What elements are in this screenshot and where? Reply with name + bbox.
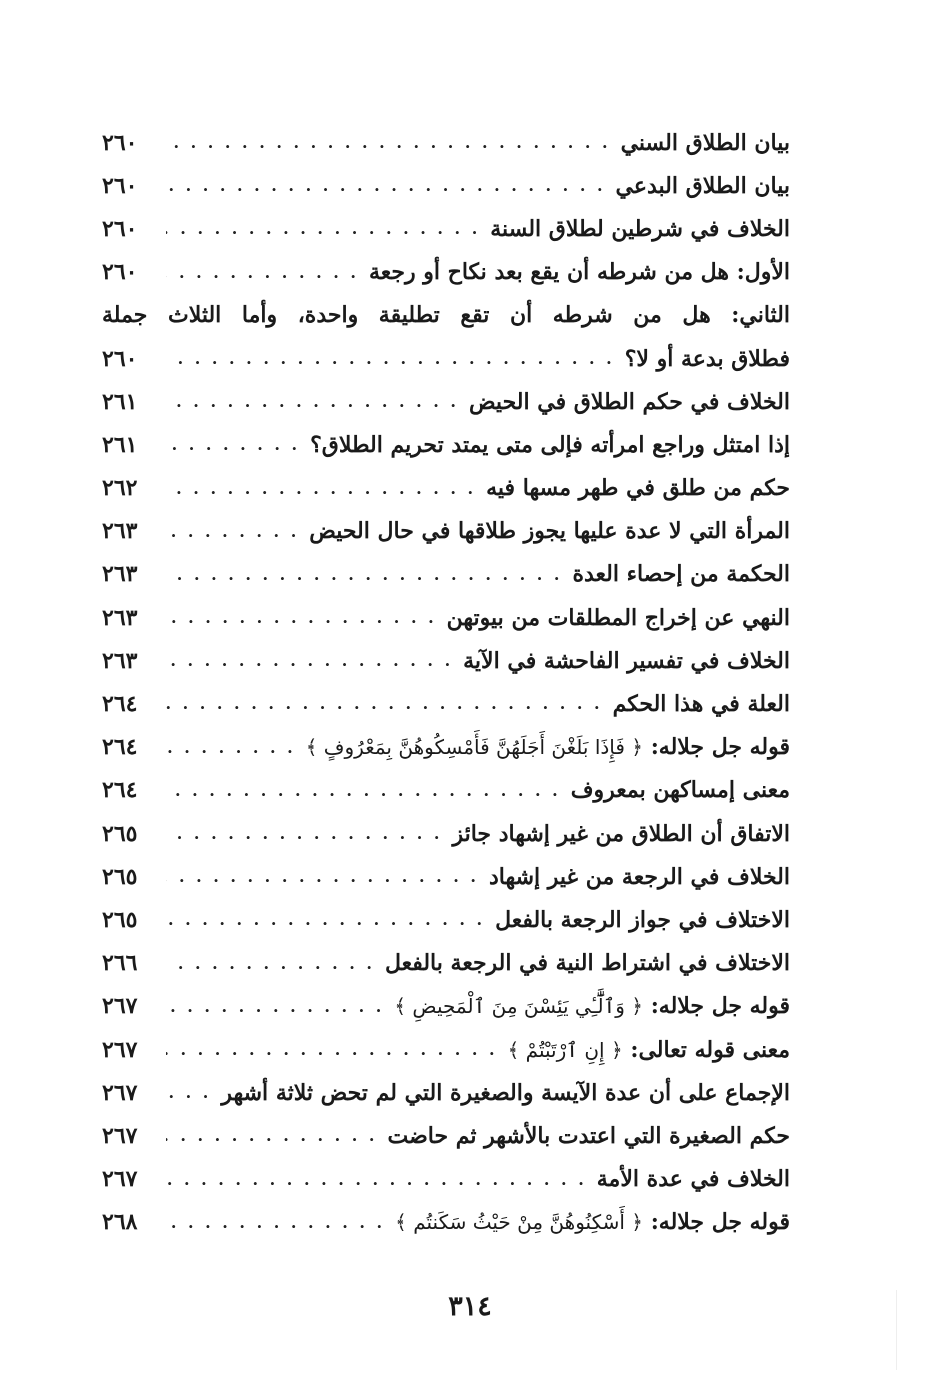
dot-leader (166, 855, 479, 898)
entry-label: قوله جل جلاله: (650, 734, 790, 761)
entry-title: حكم الصغيرة التي اعتدت بالأشهر ثم حاضت (387, 1122, 790, 1149)
entry-title (296, 734, 790, 760)
entry-page: ٢٦٧ (102, 1122, 138, 1149)
entry-label: قوله جل جلاله: (650, 1209, 790, 1236)
dot-leader (166, 769, 561, 812)
entry-title: الخلاف في شرطين لطلاق السنة (490, 215, 790, 242)
toc-entry (102, 121, 790, 164)
toc-entry (102, 467, 790, 510)
dot-leader (166, 510, 299, 553)
dot-leader (166, 121, 611, 164)
entry-title: فطلاق بدعة أو لا؟ (624, 345, 790, 372)
dot-leader (166, 985, 384, 1028)
entry-title (384, 993, 790, 1019)
entry-page: ٢٦٠ (102, 172, 138, 199)
entry-title: بيان الطلاق البدعي (615, 172, 790, 199)
entry-title: الخلاف في عدة الأمة (596, 1166, 790, 1193)
toc-entry (102, 207, 790, 250)
dot-leader (166, 596, 437, 639)
dot-leader (166, 1071, 211, 1114)
dot-leader (166, 380, 459, 423)
dot-leader (166, 467, 476, 510)
toc-entry (102, 855, 790, 898)
quran-verse: ﴿ فَإِذَا بَلَغْنَ أَجَلَهُنَّ فَأَمْسِكُوهُنَّ بِمَعْرُوفٍ ﴾ (305, 735, 644, 760)
entry-page: ٢٦٠ (102, 215, 138, 242)
dot-leader (166, 553, 562, 596)
dot-leader (166, 898, 485, 941)
entry-title: الثاني: هل من شرطه أن تقع تطليقة واحدة، وأما الثلاث جملة (102, 302, 790, 329)
entry-title: الاختلاف في جواز الرجعة بالفعل (495, 906, 790, 933)
toc-entry-continued (102, 294, 790, 337)
toc-entry (102, 898, 790, 941)
dot-leader (166, 942, 375, 985)
quran-verse: ﴿ إِنِ ٱرْتَبْتُمْ ﴾ (507, 1037, 623, 1062)
toc-entry (102, 510, 790, 553)
entry-label: قوله جل جلاله: (650, 993, 790, 1020)
entry-title: الاتفاق أن الطلاق من غير إشهاد جائز (452, 820, 790, 847)
toc-entry (102, 337, 790, 380)
dot-leader (166, 1201, 385, 1244)
dot-leader (166, 726, 296, 769)
entry-title: الخلاف في تفسير الفاحشة في الآية (463, 647, 790, 674)
quran-verse: ﴿ أَسْكِنُوهُنَّ مِنْ حَيْثُ سَكَنتُم ﴾ (395, 1210, 644, 1235)
margin-divider (896, 1290, 897, 1370)
entry-title: معنى إمساكهن بمعروف (570, 777, 790, 804)
entry-title: حكم من طلق في طهر مسها فيه (486, 475, 790, 502)
toc-entry (102, 985, 790, 1028)
dot-leader (166, 251, 359, 294)
toc-entry (102, 639, 790, 682)
entry-page: ٢٦٠ (102, 129, 138, 156)
entry-title (498, 1037, 790, 1063)
entry-page: ٢٦١ (102, 431, 138, 458)
dot-leader (166, 164, 606, 207)
dot-leader (166, 337, 615, 380)
entry-page: ٢٦٧ (102, 1166, 138, 1193)
dot-leader (166, 207, 480, 250)
entry-title: الأول: هل من شرطه أن يقع بعد نكاح أو رجعة (368, 259, 790, 286)
entry-page: ٢٦٣ (102, 561, 138, 588)
toc-entry (102, 682, 790, 725)
entry-page: ٢٦٣ (102, 518, 138, 545)
entry-page: ٢٦٥ (102, 863, 138, 890)
toc-entry (102, 596, 790, 639)
toc-entry (102, 1114, 790, 1157)
entry-page: ٢٦٥ (102, 906, 138, 933)
entry-label: معنى قوله تعالى: (630, 1036, 790, 1063)
toc-entry (102, 1158, 790, 1201)
dot-leader (166, 1028, 498, 1071)
quran-verse: ﴿ وَٱلَّٰٓـِٔي يَئِسْنَ مِنَ ٱلْمَحِيضِ ﴾ (394, 994, 644, 1019)
dot-leader (166, 1158, 587, 1201)
toc-entry (102, 251, 790, 294)
toc-entry (102, 164, 790, 207)
dot-leader (166, 423, 300, 466)
toc-entry (102, 423, 790, 466)
table-of-contents (102, 121, 790, 1244)
entry-title: بيان الطلاق السني (620, 129, 790, 156)
entry-page: ٢٦٤ (102, 691, 138, 718)
entry-page: ٢٦٢ (102, 475, 138, 502)
entry-title: إذا امتثل وراجع امرأته فإلى متى يمتد تحريم الطلاق؟ (310, 431, 790, 458)
entry-title: النهي عن إخراج المطلقات من بيوتهن (446, 604, 790, 631)
entry-page: ٢٦٠ (102, 259, 138, 286)
dot-leader (166, 682, 603, 725)
entry-page: ٢٦٧ (102, 1079, 138, 1106)
entry-page: ٢٦٤ (102, 777, 138, 804)
entry-page: ٢٦٣ (102, 647, 138, 674)
toc-entry (102, 769, 790, 812)
toc-entry (102, 1071, 790, 1114)
toc-entry (102, 553, 790, 596)
dot-leader (166, 1114, 377, 1157)
entry-page: ٢٦٨ (102, 1209, 138, 1236)
entry-title: العلة في هذا الحكم (612, 691, 790, 718)
entry-title: الخلاف في حكم الطلاق في الحيض (468, 388, 790, 415)
entry-title: الاختلاف في اشتراط النية في الرجعة بالفعل (384, 950, 790, 977)
entry-page: ٢٦٦ (102, 950, 138, 977)
toc-entry (102, 942, 790, 985)
entry-page: ٢٦٠ (102, 345, 138, 372)
entry-title: المرأة التي لا عدة عليها يجوز طلاقها في حال الحيض (309, 518, 790, 545)
entry-title: الخلاف في الرجعة من غير إشهاد (488, 863, 790, 890)
entry-page: ٢٦١ (102, 388, 138, 415)
dot-leader (166, 639, 453, 682)
toc-entry (102, 726, 790, 769)
toc-entry (102, 1201, 790, 1244)
dot-leader (166, 812, 442, 855)
entry-title: الإجماع على أن عدة الآيسة والصغيرة التي لم تحض ثلاثة أشهر (221, 1079, 790, 1106)
entry-title (385, 1209, 790, 1235)
toc-entry (102, 380, 790, 423)
entry-page: ٢٦٥ (102, 820, 138, 847)
entry-page: ٢٦٤ (102, 734, 138, 761)
entry-title: الحكمة من إحصاء العدة (572, 561, 790, 588)
toc-entry (102, 812, 790, 855)
entry-page: ٢٦٧ (102, 1036, 138, 1063)
entry-page: ٢٦٧ (102, 993, 138, 1020)
page-number: ٣١٤ (448, 1291, 492, 1322)
entry-page: ٢٦٣ (102, 604, 138, 631)
toc-entry (102, 1028, 790, 1071)
